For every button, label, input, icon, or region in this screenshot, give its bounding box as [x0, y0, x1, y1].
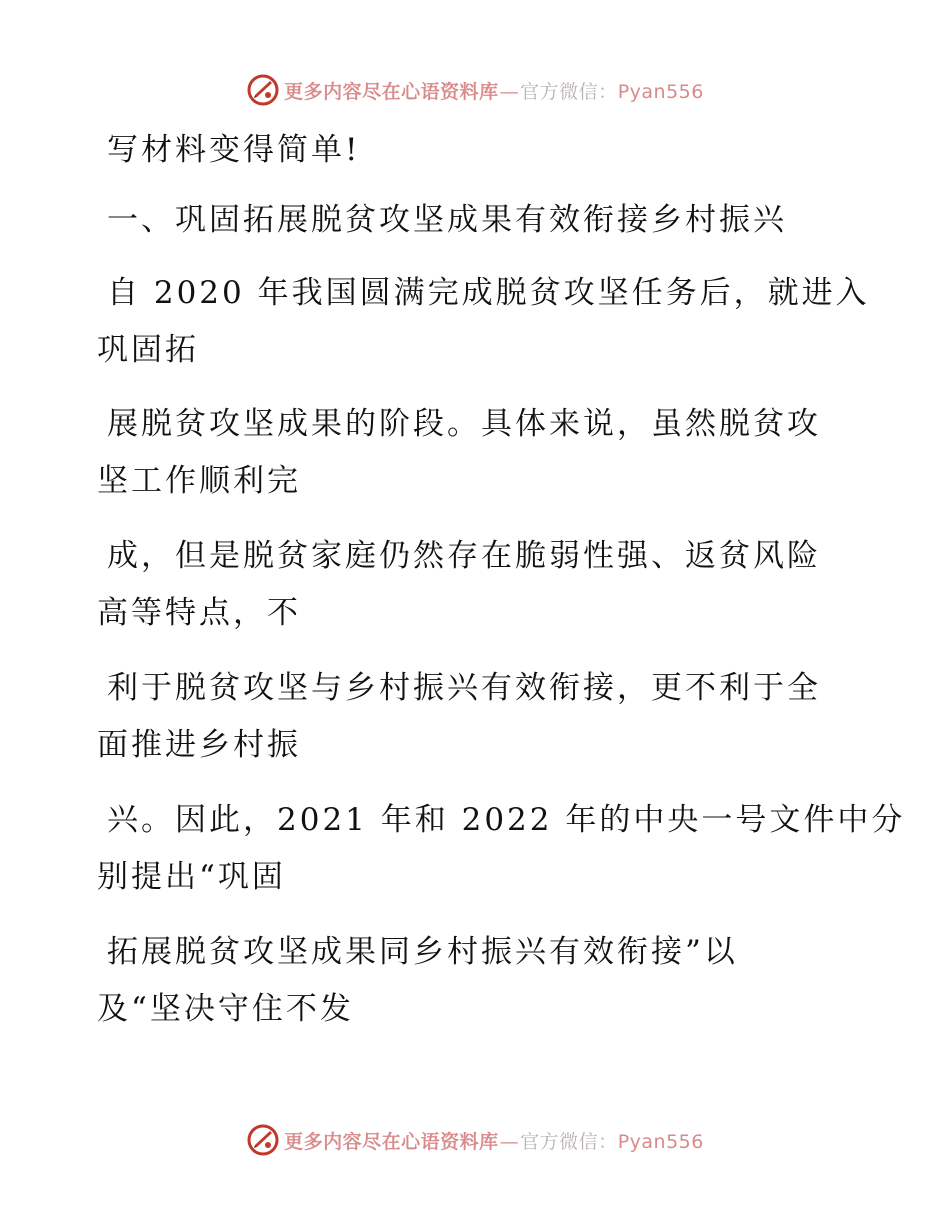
- paragraph-line: 高等特点，不: [97, 595, 301, 631]
- paragraph-line: 拓展脱贫攻坚成果同乡村振兴有效衔接”以: [107, 934, 738, 970]
- banner-brand-text: 更多内容尽在心语资料库: [284, 1130, 499, 1153]
- paragraph-line: 兴。因此，2021 年和 2022 年的中央一号文件中分: [107, 802, 906, 838]
- banner-separator: —: [499, 80, 520, 103]
- banner-brand-text: 更多内容尽在心语资料库: [284, 80, 499, 103]
- paragraph-line: 别提出“巩固: [97, 859, 286, 895]
- paragraph-line: 坚工作顺利完: [97, 463, 301, 499]
- intro-line: 写材料变得简单!: [107, 132, 361, 168]
- banner-official-label: 官方微信：: [520, 1130, 618, 1153]
- footer-watermark-banner: [0, 1120, 950, 1160]
- banner-wechat-id: Pyan556: [617, 80, 704, 103]
- paragraph-line: 巩固拓: [97, 332, 199, 368]
- brand-logo-icon: [246, 1123, 280, 1157]
- paragraph-line: 展脱贫攻坚成果的阶段。具体来说，虽然脱贫攻: [107, 406, 821, 442]
- paragraph-line: 自 2020 年我国圆满完成脱贫攻坚任务后，就进入: [107, 275, 870, 311]
- brand-logo-icon: [246, 73, 280, 107]
- banner-official-label: 官方微信：: [520, 80, 618, 103]
- paragraph-line: 成，但是脱贫家庭仍然存在脆弱性强、返贫风险: [107, 538, 821, 574]
- banner-wechat-id: Pyan556: [617, 1130, 704, 1153]
- banner-separator: —: [499, 1130, 520, 1153]
- paragraph-line: 及“坚决守住不发: [97, 991, 354, 1027]
- section-heading: 一、巩固拓展脱贫攻坚成果有效衔接乡村振兴: [107, 202, 787, 238]
- paragraph-line: 面推进乡村振: [97, 727, 301, 763]
- paragraph-line: 利于脱贫攻坚与乡村振兴有效衔接，更不利于全: [107, 670, 821, 706]
- header-watermark-banner: [0, 70, 950, 110]
